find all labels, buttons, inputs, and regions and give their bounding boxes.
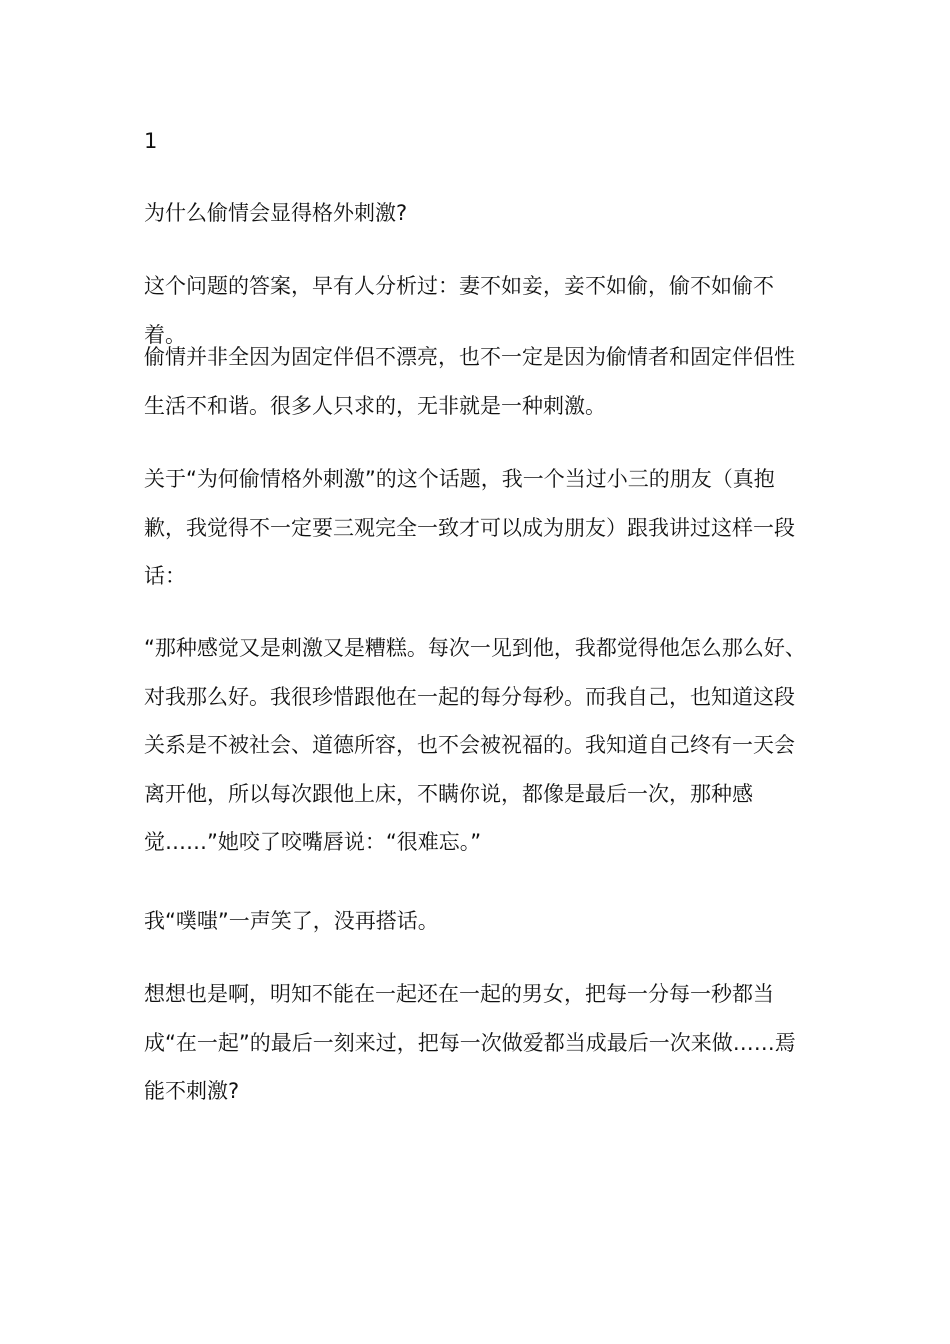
paragraph-conclusion: 想想也是啊，明知不能在一起还在一起的男女，把每一分每一秒都当成“在一起”的最后一刻来过，把每一次做爱都当成最后一次来做……焉能不刺激?	[144, 982, 796, 1103]
paragraph-answer: 这个问题的答案，早有人分析过：妻不如妾，妾不如偷，偷不如偷不着。	[144, 274, 774, 347]
paragraph-friend-quote: “那种感觉又是刺激又是糟糕。每次一见到他，我都觉得他怎么那么好、对我那么好。我很珍惜跟他在一起的每分每秒。而我自己，也知道这段关系是不被社会、道德所容，也不会被祝福的。我知道自己终有一天会离开他，所以每次跟他上床，不瞒你说，都像是最后一次，那种感觉……”她咬了咬嘴唇说：“很难忘。”	[144, 636, 806, 854]
paragraph-response: 我“噗嗤”一声笑了，没再搭话。	[144, 909, 439, 933]
paragraph-reason: 偷情并非全因为固定伴侣不漂亮，也不一定是因为偷情者和固定伴侣性生活不和谐。很多人只求的，无非就是一种刺激。	[144, 345, 795, 418]
page-number: 1	[144, 129, 158, 153]
paragraph-friend-intro: 关于“为何偷情格外刺激”的这个话题，我一个当过小三的朋友（真抱歉，我觉得不一定要三观完全一致才可以成为朋友）跟我讲过这样一段话：	[144, 467, 795, 588]
paragraph-question: 为什么偷情会显得格外刺激?	[144, 201, 408, 225]
